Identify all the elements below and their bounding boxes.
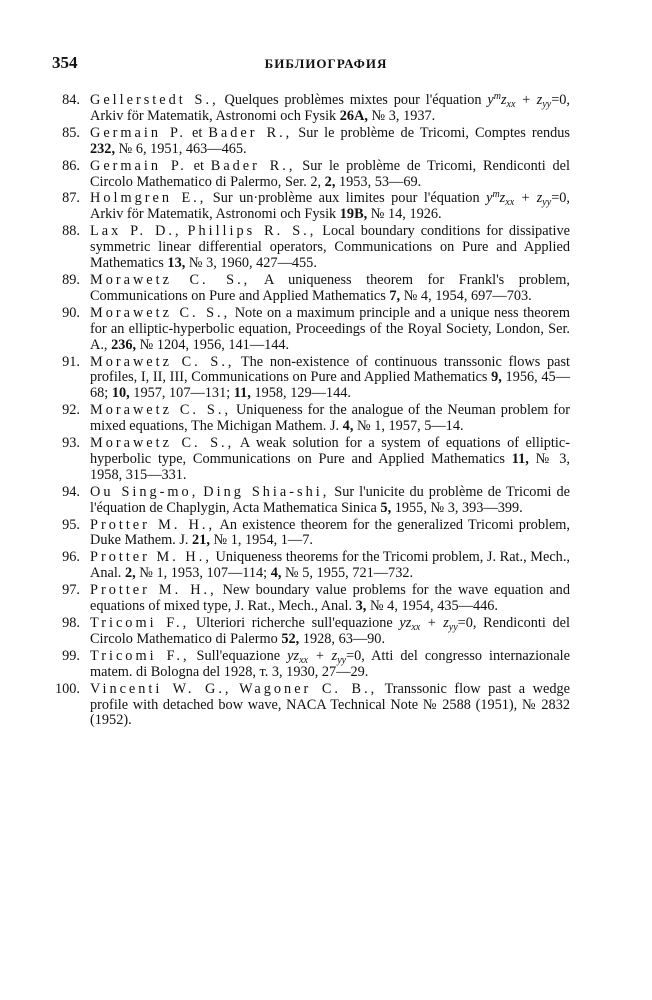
reference-95	[50, 518, 570, 550]
reference-author: Tricomi F.,	[90, 615, 190, 631]
reference-volume: 52,	[281, 630, 300, 647]
reference-text: № 4, 1954, 697—703.	[400, 287, 532, 304]
reference-number: 98.	[62, 615, 80, 631]
reference-text: Uniqueness theorems for the Tricomi problem, J. Rat., Mech., Anal.	[90, 549, 570, 582]
reference-text: A weak solution for a system of equations of elliptic-hyperbolic type, Communications on Pure and Applied Mathematics	[90, 435, 570, 467]
reference-volume: 26A,	[339, 107, 368, 124]
reference-text: Note on a maximum principle and a unique ness theorem for an elliptic-hyperbolic equation, Proceedings of the Royal Society, London, Ser. A.,	[90, 304, 570, 353]
reference-number: 93.	[62, 435, 80, 452]
reference-author: Protter M. H.,	[90, 582, 217, 599]
reference-text	[231, 681, 239, 697]
reference-89	[50, 273, 570, 305]
reference-text: Sur l'unicite du problème de Tricomi de l'équation de Chaplygin, Acta Mathematica Sinica	[90, 483, 571, 516]
reference-number: 89.	[62, 271, 80, 288]
reference-number: 99.	[62, 647, 80, 664]
reference-99	[50, 649, 570, 681]
reference-author: Morawetz C. S.,	[90, 353, 235, 370]
reference-author: Morawetz C. S.,	[90, 435, 235, 452]
reference-volume: 4,	[270, 565, 282, 582]
reference-text: 1928, 63—90.	[299, 630, 386, 647]
equation: $yz_{xx} + z_{yy}$	[287, 647, 347, 666]
reference-text: =0, Atti del congresso internazionale matem. di Bologna del 1928, т. 3, 1930, 27—29.	[90, 647, 570, 680]
reference-text: 1956, 45—68;	[90, 369, 570, 402]
reference-90	[50, 306, 570, 354]
reference-text: Ulteriori richerche sull'equazione	[189, 615, 400, 631]
reference-text: № 1, 1953, 107—114;	[135, 565, 271, 582]
reference-author: Phillips R. S.,	[187, 223, 317, 240]
reference-91	[50, 355, 570, 403]
reference-volume: 21,	[192, 532, 210, 549]
reference-number: 92.	[62, 402, 80, 419]
reference-93	[50, 436, 570, 484]
reference-number: 90.	[62, 304, 80, 321]
reference-number: 86.	[62, 157, 80, 174]
reference-author: Morawetz C. S.,	[90, 402, 232, 419]
reference-text: 1953, 53—69.	[335, 173, 422, 190]
reference-author: Bader R.,	[210, 157, 296, 174]
reference-author: Germain P.	[90, 157, 187, 174]
reference-volume: 5,	[380, 499, 392, 516]
reference-text: Sur le problème de Tricomi, Comptes rendus	[292, 124, 570, 141]
reference-text: =0, Arkiv för Matematik, Astronomi och Fysik	[90, 92, 570, 124]
reference-text: A uniqueness theorem for Frankl's problem, Communications on Pure and Applied Mathematics	[90, 271, 570, 304]
reference-volume: 13,	[167, 255, 186, 272]
reference-text: =0, Rendiconti del Circolo Mathematico di Palermo	[90, 615, 570, 647]
reference-author: Lax P. D.,	[90, 223, 182, 240]
reference-text: The non-existence of continuous transsonic flows past profiles, I, II, III, Communications on Pure and Applied Mathematics	[90, 353, 570, 386]
reference-text: 1955, № 3, 393—399.	[391, 499, 523, 516]
reference-number: 100.	[54, 680, 80, 697]
reference-text: № 3, 1960, 427—455.	[185, 255, 317, 272]
reference-volume: 2,	[124, 565, 136, 582]
reference-volume: 10,	[111, 385, 130, 402]
reference-text: № 1, 1957, 5—14.	[353, 418, 464, 435]
reference-text: № 1, 1954, 1—7.	[209, 532, 313, 549]
reference-100	[50, 682, 570, 730]
reference-volume: 236,	[111, 336, 137, 353]
running-title: БИБЛИОГРАФИЯ	[264, 56, 388, 71]
reference-author: Holmgren E.,	[90, 190, 207, 207]
reference-author: Protter M. H.,	[90, 549, 212, 566]
reference-text: № 1204, 1956, 141—144.	[136, 336, 290, 353]
reference-author: Morawetz C. S.,	[90, 304, 231, 321]
reference-author: Wagoner C. B.,	[239, 680, 378, 697]
reference-94	[50, 485, 570, 517]
reference-98	[50, 616, 570, 648]
reference-85	[50, 126, 570, 158]
reference-number: 85.	[62, 124, 80, 141]
equation: $y^mz_{xx} + z_{yy}$	[486, 189, 552, 209]
reference-text: 1957, 107—131;	[129, 385, 234, 402]
reference-volume: 232,	[90, 140, 116, 157]
reference-84	[50, 93, 570, 125]
reference-author: Ding Shia-shi,	[203, 483, 330, 500]
reference-volume: 4,	[342, 418, 354, 435]
reference-text: № 6, 1951, 463—465.	[115, 140, 247, 157]
reference-volume: 2,	[324, 173, 336, 190]
reference-author: Gellerstedt S.,	[90, 92, 219, 108]
reference-number: 97.	[62, 582, 80, 599]
reference-volume: 19B,	[339, 206, 368, 223]
page-number: 354	[52, 53, 78, 72]
reference-author: Protter M. H.,	[90, 516, 216, 533]
reference-text: et	[186, 157, 211, 174]
equation: $y^mz_{xx} + z_{yy}$	[487, 91, 552, 110]
reference-number: 84.	[62, 92, 80, 108]
reference-number: 94.	[62, 483, 80, 500]
reference-text: New boundary value problems for the wave equation and equations of mixed type, J. Rat., Mech., Anal.	[90, 582, 570, 615]
reference-text: An existence theorem for the generalized Tricomi problem, Duke Mathem. J.	[90, 516, 570, 549]
reference-text: № 3, 1937.	[367, 107, 436, 124]
reference-88	[50, 224, 570, 272]
reference-volume: 11,	[511, 450, 529, 467]
reference-volume: 11,	[233, 385, 251, 402]
reference-author: Vincenti W. G.,	[90, 680, 232, 697]
reference-author: Ou Sing-mo,	[90, 483, 199, 500]
reference-volume: 7,	[389, 287, 401, 304]
reference-number: 88.	[62, 223, 80, 240]
reference-87	[50, 191, 570, 223]
reference-text: № 4, 1954, 435—446.	[366, 598, 498, 615]
reference-author: Tricomi F.,	[90, 647, 190, 664]
equation: $yz_{xx} + z_{yy}$	[399, 615, 458, 633]
reference-author: Morawetz C. S.,	[90, 271, 251, 288]
reference-number: 95.	[62, 516, 80, 533]
reference-author: Bader R.,	[208, 124, 293, 141]
reference-author: Germain P.	[90, 124, 186, 141]
reference-86	[50, 159, 570, 191]
reference-text: № 14, 1926.	[367, 206, 442, 223]
reference-text: Sur un·problème aux limites pour l'équation	[206, 190, 487, 207]
reference-text: Uniqueness for the analogue of the Neuman problem for mixed equations, The Michigan Mathem. J.	[90, 402, 570, 435]
reference-text: et	[186, 124, 209, 141]
reference-92	[50, 403, 570, 435]
reference-list	[50, 93, 570, 730]
reference-text: =0, Arkiv för Matematik, Astronomi och Fysik	[90, 190, 570, 223]
reference-number: 96.	[62, 549, 80, 566]
reference-volume: 9,	[491, 369, 502, 386]
reference-text: 1958, 129—144.	[250, 385, 351, 402]
reference-96	[50, 550, 570, 582]
reference-number: 87.	[62, 190, 80, 207]
reference-97	[50, 583, 570, 615]
reference-number: 91.	[62, 353, 80, 370]
reference-text: № 3, 1958, 315—331.	[90, 450, 570, 483]
reference-text: Quelques problèmes mixtes pour l'équation	[218, 92, 488, 108]
reference-text: Sur le problème de Tricomi, Rendiconti del Circolo Mathematico di Palermo, Ser. 2,	[90, 157, 570, 190]
reference-text: Transsonic flow past a wedge profile with detached bow wave, NACA Technical Note № 2588 (1951), № 2832 (1952).	[90, 680, 570, 729]
reference-volume: 3,	[355, 598, 367, 615]
reference-text: № 5, 1955, 721—732.	[281, 565, 414, 582]
reference-text: Sull'equazione	[189, 647, 288, 664]
reference-text: Local boundary conditions for dissipative symmetric linear differential operators, Communications on Pure and Applied Mathematics	[90, 223, 570, 272]
